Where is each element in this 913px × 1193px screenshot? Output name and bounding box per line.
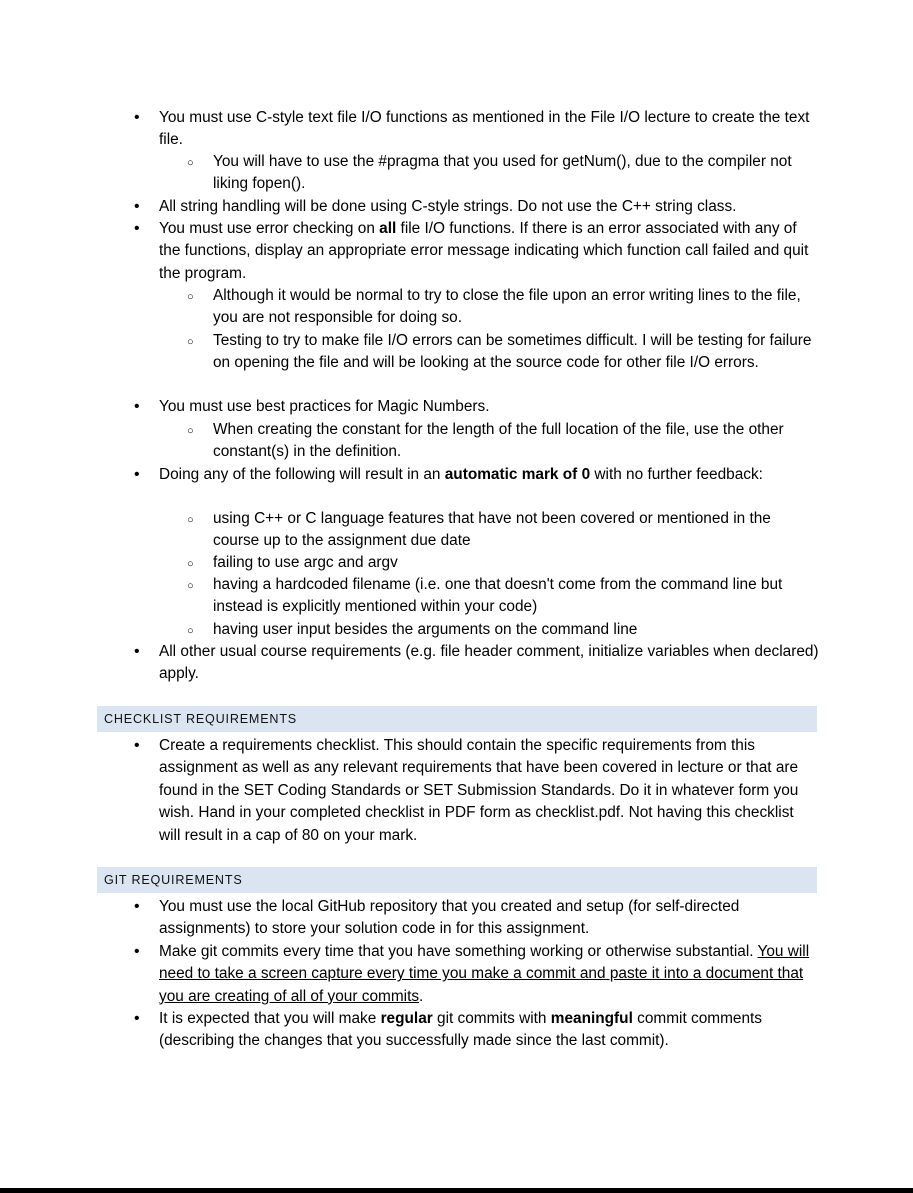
bullet-item (159, 396, 819, 418)
text-run: You must use the local GitHub repository that you created and setup (for self-directed assignments) to store your solution code in for this assignment. (159, 898, 740, 938)
text-run: Create a requirements checklist. This should contain the specific requirements from this assignment as well as any relevant requirements that have been covered in lecture or that are found in the SET Coding Standards or SET Submission Standards. Do it in whatever form you wish. Hand in your completed checklist in PDF form as checklist.pdf. Not having this checklist will result in a cap of 80 on your mark. (159, 737, 799, 844)
sub-bullet-item (213, 508, 813, 553)
checklist-requirements-heading (97, 706, 817, 732)
text-run: You must use error checking on (159, 220, 380, 237)
checklist-heading-text: CHECKLIST REQUIREMENTS (104, 712, 298, 726)
text-run: failing to use argc and argv (213, 554, 398, 571)
git-heading-text: GIT REQUIREMENTS (104, 873, 243, 887)
text-run: You must use C-style text file I/O functions as mentioned in the File I/O lecture to create the text file. (159, 109, 810, 149)
sub-bullet-item (213, 330, 813, 375)
sub-bullet-item (213, 285, 813, 330)
page-bottom-rule (0, 1188, 913, 1193)
text-run: file I/O functions. If there is an error associated with any of the functions, display an appropriate error message indicating which function call failed and quit the program. (159, 220, 809, 282)
text-run: meaningful (550, 1010, 633, 1027)
text-run: Doing any of the following will result in an (159, 466, 445, 483)
sub-bullet-item (213, 151, 813, 196)
sub-bullet-item (213, 552, 813, 574)
text-run: Make git commits every time that you have something working or otherwise substantial. (159, 943, 758, 960)
text-run: regular (380, 1010, 433, 1027)
text-run: It is expected that you will make (159, 1010, 381, 1027)
text-run: commit comments (describing the changes that you successfully made since the last commit). (159, 1010, 762, 1050)
text-run: Although it would be normal to try to close the file upon an error writing lines to the file, you are not responsible for doing so. (213, 287, 801, 327)
text-run: You will need to take a screen capture every time you make a commit and paste it into a document that you are creating of all of your commits (159, 943, 810, 1005)
text-run: . (419, 987, 424, 1005)
text-run: git commits with (432, 1010, 551, 1027)
text-run: all (379, 220, 397, 237)
text-run: Testing to try to make file I/O errors can be sometimes difficult. I will be testing for failure on opening the file and will be looking at the source code for other file I/O errors. (213, 332, 812, 372)
bullet-item (159, 896, 819, 941)
bullet-item (159, 1008, 819, 1053)
git-requirements-heading (97, 867, 817, 893)
text-run: automatic mark of 0 (444, 466, 591, 483)
sub-bullet-item (213, 574, 813, 619)
text-run: All other usual course requirements (e.g. file header comment, initialize variables when declared) apply. (159, 643, 819, 683)
text-run: using C++ or C language features that have not been covered or mentioned in the course up to the assignment due date (213, 510, 771, 550)
text-run: All string handling will be done using C-style strings. Do not use the C++ string class. (159, 198, 737, 215)
bullet-item (159, 941, 819, 1008)
bullet-item (159, 735, 819, 847)
text-run: having user input besides the arguments on the command line (213, 621, 638, 638)
sub-bullet-item (213, 619, 813, 641)
text-run: with no further feedback: (590, 466, 763, 483)
sub-bullet-item (213, 419, 813, 464)
text-run: You will have to use the #pragma that you used for getNum(), due to the compiler not liking fopen(). (213, 153, 792, 193)
bullet-item (159, 196, 819, 218)
text-run: You must use best practices for Magic Numbers. (159, 398, 490, 415)
bullet-item (159, 218, 819, 285)
bullet-item (159, 107, 819, 152)
bullet-item (159, 464, 819, 486)
bullet-item (159, 641, 819, 686)
text-run: having a hardcoded filename (i.e. one that doesn't come from the command line but instead is explicitly mentioned within your code) (213, 576, 783, 616)
text-run: When creating the constant for the length of the full location of the file, use the other constant(s) in the definition. (213, 421, 784, 461)
